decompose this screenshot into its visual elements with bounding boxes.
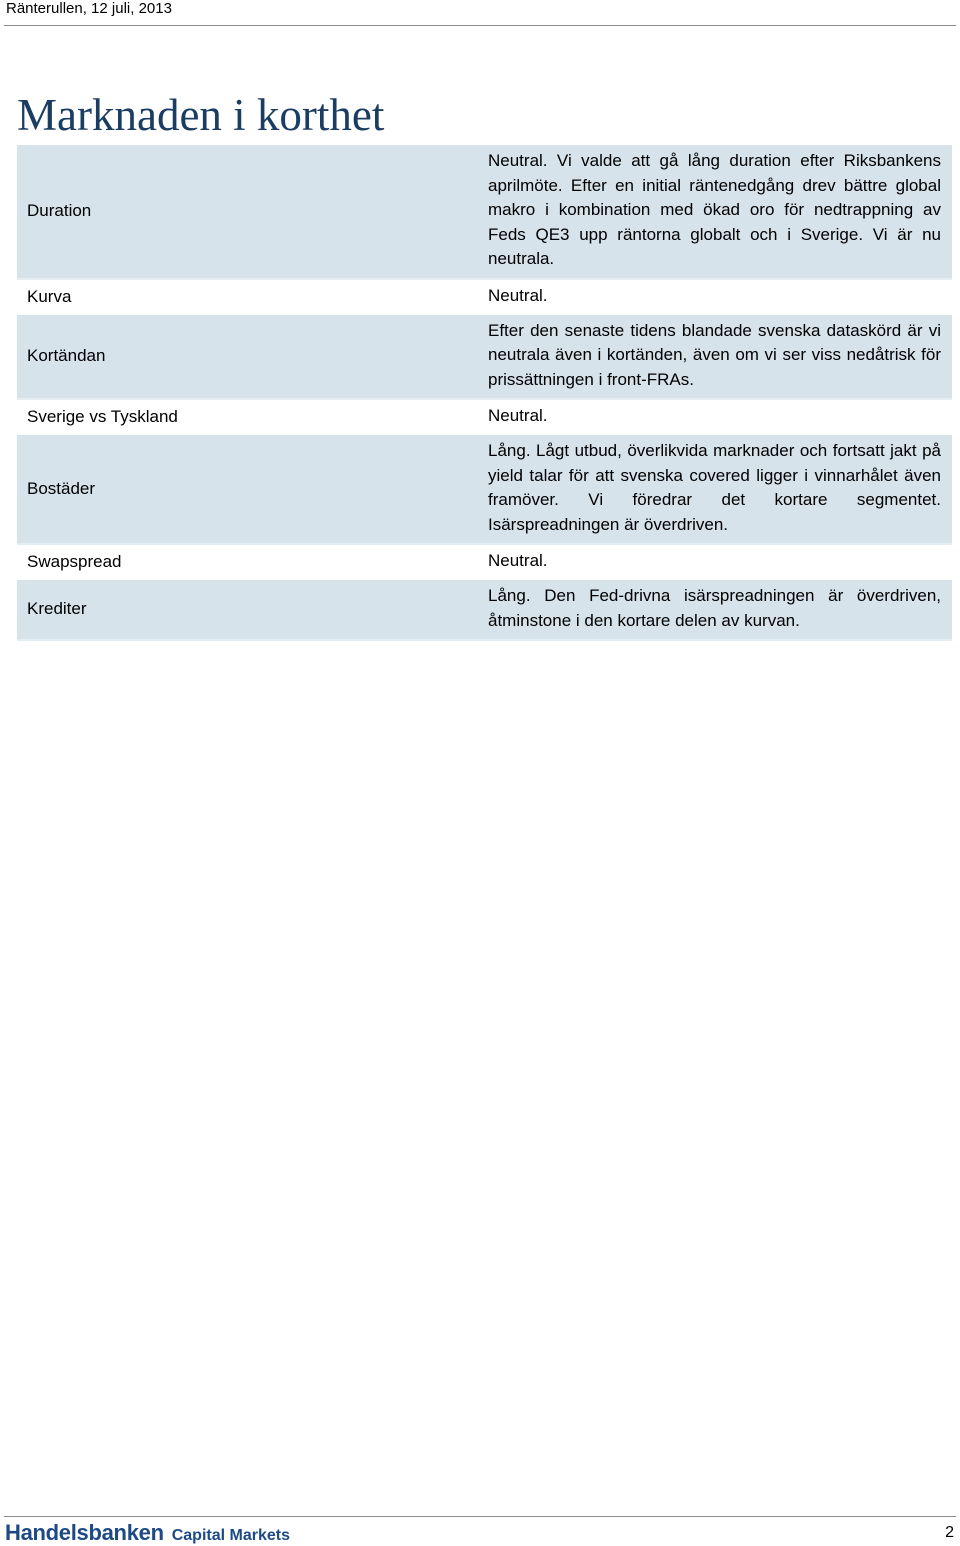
row-label: Kurva — [27, 286, 72, 306]
row-comment: Neutral. Vi valde att gå lång duration efter Riksbankens aprilmöte. Efter en initial räntenedgång drev bättre global makro i kombination med ökad oro för nedtrappning av Feds QE3 upp räntorna globalt och i Sverige. Vi är nu neutrala. — [488, 151, 941, 269]
page-number: 2 — [945, 1524, 954, 1541]
row-comment: Lång. Lågt utbud, överlikvida marknader och fortsatt jakt på yield talar för att svenska covered ligger i vinnarhålet även framöver. Vi föredrar det kortare segmentet. Isärspreadningen är överdriven. — [488, 440, 941, 534]
table-row — [17, 280, 952, 315]
row-label: Krediter — [27, 599, 87, 619]
row-comment: Lång. Den Fed-drivna isärspreadningen är överdriven, åtminstone i den kortare delen av kurvan. — [488, 585, 941, 630]
row-comment: Neutral. — [488, 551, 548, 571]
row-comment: Efter den senaste tidens blandade svenska dataskörd är vi neutrala även i kortänden, även om vi ser viss nedåtrisk för prissättningen i front-FRAs. — [488, 320, 941, 389]
row-label: Bostäder — [27, 478, 96, 498]
row-label: Swapspread — [27, 552, 122, 572]
row-label: Kortändan — [27, 346, 106, 366]
table-row — [17, 580, 952, 641]
table-row — [17, 145, 952, 280]
table-row — [17, 435, 952, 545]
brand-name: Handelsbanken — [5, 1520, 164, 1545]
header-divider — [4, 25, 956, 26]
table-row — [17, 315, 952, 401]
table-row — [17, 400, 952, 435]
row-comment: Neutral. — [488, 406, 548, 426]
row-label: Sverige vs Tyskland — [27, 407, 178, 427]
page-title: Marknaden i korthet — [17, 90, 385, 140]
market-summary-table — [17, 145, 952, 641]
row-comment: Neutral. — [488, 285, 548, 305]
footer-divider — [4, 1516, 956, 1517]
table-row — [17, 545, 952, 580]
running-header: Ränterullen, 12 juli, 2013 — [6, 0, 172, 17]
brand-subtitle: Capital Markets — [171, 1527, 290, 1544]
brand-logo — [5, 1520, 290, 1546]
row-label: Duration — [27, 201, 92, 221]
